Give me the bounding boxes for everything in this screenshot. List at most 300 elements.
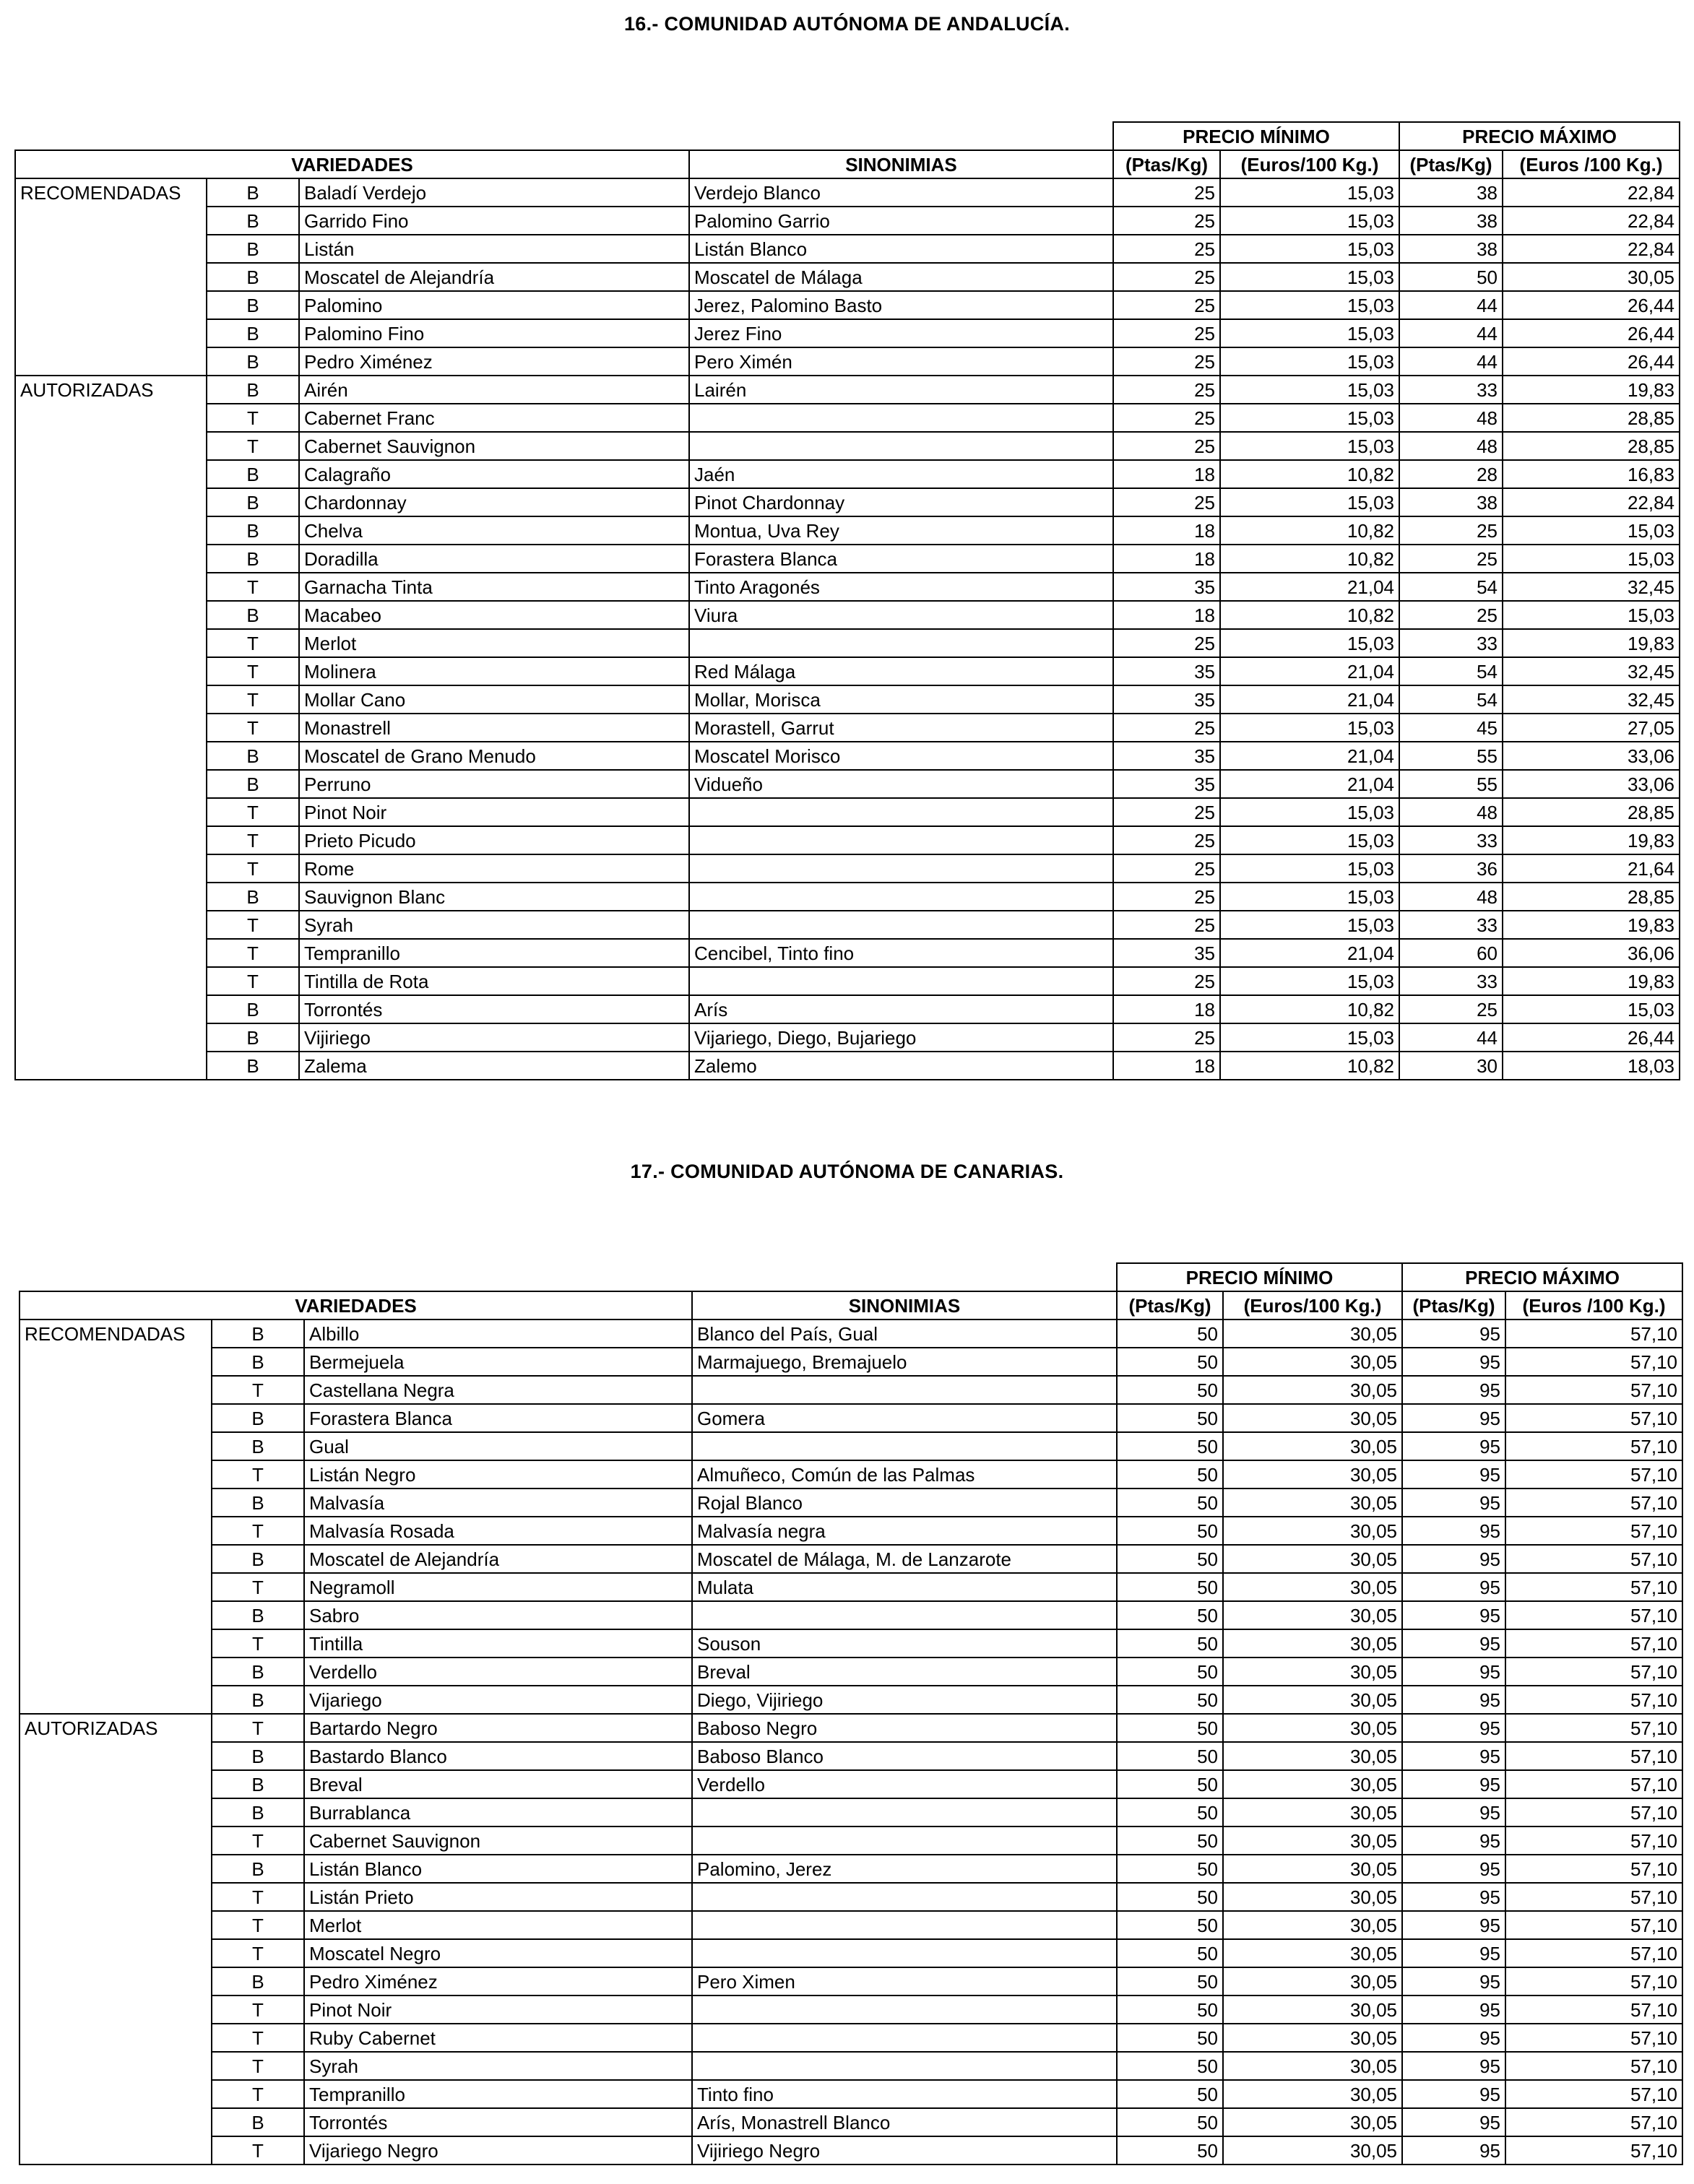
variety-cell: Vijiriego bbox=[299, 1023, 689, 1052]
category-cell bbox=[15, 854, 207, 883]
type-cell: T bbox=[207, 939, 299, 967]
section-title-andalucia: 16.- COMUNIDAD AUTÓNOMA DE ANDALUCÍA. bbox=[623, 13, 1071, 35]
min-euros-cell: 30,05 bbox=[1223, 1404, 1402, 1432]
min-ptas-cell: 50 bbox=[1117, 1770, 1223, 1798]
type-cell: B bbox=[207, 235, 299, 263]
variety-cell: Tintilla bbox=[304, 1629, 692, 1658]
variety-cell: Garnacha Tinta bbox=[299, 573, 689, 601]
min-ptas-cell: 18 bbox=[1113, 601, 1220, 629]
table-row bbox=[20, 1939, 1682, 1967]
min-euros-cell: 15,03 bbox=[1220, 1023, 1399, 1052]
min-euros-cell: 30,05 bbox=[1223, 1855, 1402, 1883]
synonyms-cell bbox=[692, 1939, 1117, 1967]
min-ptas-cell: 25 bbox=[1113, 347, 1220, 376]
synonyms-cell: Jaén bbox=[689, 460, 1113, 488]
category-cell bbox=[15, 714, 207, 742]
synonyms-cell: Pinot Chardonnay bbox=[689, 488, 1113, 516]
max-euros-cell: 57,10 bbox=[1505, 2108, 1682, 2136]
min-ptas-cell: 50 bbox=[1117, 1320, 1223, 1348]
max-ptas-cell: 33 bbox=[1399, 376, 1503, 404]
max-ptas-cell: 33 bbox=[1399, 967, 1503, 995]
max-ptas-cell: 25 bbox=[1399, 545, 1503, 573]
variety-cell: Cabernet Sauvignon bbox=[299, 432, 689, 460]
type-cell: T bbox=[212, 1826, 304, 1855]
table-row bbox=[15, 178, 1680, 207]
min-euros-cell: 30,05 bbox=[1223, 2024, 1402, 2052]
min-euros-cell: 15,03 bbox=[1220, 235, 1399, 263]
synonyms-cell: Pero Ximen bbox=[692, 1967, 1117, 1996]
min-ptas-cell: 25 bbox=[1113, 404, 1220, 432]
table-row bbox=[15, 685, 1680, 714]
type-cell: B bbox=[207, 1023, 299, 1052]
max-ptas-cell: 48 bbox=[1399, 883, 1503, 911]
category-cell bbox=[20, 2108, 212, 2136]
max-ptas-cell: 95 bbox=[1402, 2108, 1505, 2136]
type-cell: T bbox=[207, 629, 299, 657]
max-ptas-cell: 28 bbox=[1399, 460, 1503, 488]
min-ptas-cell: 25 bbox=[1113, 432, 1220, 460]
table-row bbox=[15, 911, 1680, 939]
table-row bbox=[20, 1798, 1682, 1826]
variety-cell: Syrah bbox=[299, 911, 689, 939]
header-precio-maximo: PRECIO MÁXIMO bbox=[1399, 122, 1680, 150]
max-euros-cell: 26,44 bbox=[1503, 347, 1680, 376]
type-cell: B bbox=[207, 742, 299, 770]
min-ptas-cell: 25 bbox=[1113, 1023, 1220, 1052]
category-cell bbox=[20, 1573, 212, 1601]
table-row bbox=[20, 1460, 1682, 1488]
max-euros-cell: 57,10 bbox=[1505, 1911, 1682, 1939]
max-ptas-cell: 38 bbox=[1399, 178, 1503, 207]
variety-cell: Mollar Cano bbox=[299, 685, 689, 714]
max-euros-cell: 57,10 bbox=[1505, 1742, 1682, 1770]
max-ptas-cell: 44 bbox=[1399, 347, 1503, 376]
type-cell: T bbox=[212, 1376, 304, 1404]
category-cell: RECOMENDADAS bbox=[15, 178, 207, 207]
min-euros-cell: 15,03 bbox=[1220, 404, 1399, 432]
category-cell bbox=[20, 1911, 212, 1939]
min-euros-cell: 21,04 bbox=[1220, 770, 1399, 798]
min-euros-cell: 10,82 bbox=[1220, 601, 1399, 629]
min-ptas-cell: 50 bbox=[1117, 1601, 1223, 1629]
variety-cell: Malvasía bbox=[304, 1488, 692, 1517]
min-ptas-cell: 35 bbox=[1113, 685, 1220, 714]
max-ptas-cell: 95 bbox=[1402, 1376, 1505, 1404]
synonyms-cell: Lairén bbox=[689, 376, 1113, 404]
type-cell: B bbox=[207, 263, 299, 291]
variety-cell: Macabeo bbox=[299, 601, 689, 629]
variety-cell: Moscatel Negro bbox=[304, 1939, 692, 1967]
type-cell: T bbox=[212, 1996, 304, 2024]
category-cell: AUTORIZADAS bbox=[15, 376, 207, 404]
min-ptas-cell: 18 bbox=[1113, 460, 1220, 488]
category-cell bbox=[15, 516, 207, 545]
header-ptas-max: (Ptas/Kg) bbox=[1402, 1291, 1505, 1320]
synonyms-cell: Cencibel, Tinto fino bbox=[689, 939, 1113, 967]
max-ptas-cell: 95 bbox=[1402, 1658, 1505, 1686]
min-euros-cell: 30,05 bbox=[1223, 1348, 1402, 1376]
min-euros-cell: 15,03 bbox=[1220, 883, 1399, 911]
max-ptas-cell: 38 bbox=[1399, 488, 1503, 516]
type-cell: B bbox=[212, 1404, 304, 1432]
min-ptas-cell: 25 bbox=[1113, 883, 1220, 911]
min-euros-cell: 30,05 bbox=[1223, 2080, 1402, 2108]
max-euros-cell: 22,84 bbox=[1503, 488, 1680, 516]
min-ptas-cell: 35 bbox=[1113, 939, 1220, 967]
synonyms-cell: Arís, Monastrell Blanco bbox=[692, 2108, 1117, 2136]
min-ptas-cell: 50 bbox=[1117, 2108, 1223, 2136]
type-cell: T bbox=[207, 404, 299, 432]
max-ptas-cell: 44 bbox=[1399, 291, 1503, 319]
type-cell: B bbox=[207, 347, 299, 376]
min-euros-cell: 30,05 bbox=[1223, 1376, 1402, 1404]
header-ptas-min: (Ptas/Kg) bbox=[1117, 1291, 1223, 1320]
table-row bbox=[15, 319, 1680, 347]
synonyms-cell bbox=[689, 883, 1113, 911]
min-euros-cell: 30,05 bbox=[1223, 1742, 1402, 1770]
table-row bbox=[20, 1601, 1682, 1629]
table-row bbox=[15, 601, 1680, 629]
table-row bbox=[15, 404, 1680, 432]
max-euros-cell: 30,05 bbox=[1503, 263, 1680, 291]
min-ptas-cell: 25 bbox=[1113, 629, 1220, 657]
min-euros-cell: 10,82 bbox=[1220, 460, 1399, 488]
category-cell bbox=[15, 742, 207, 770]
variety-cell: Listán Prieto bbox=[304, 1883, 692, 1911]
synonyms-cell bbox=[692, 1798, 1117, 1826]
max-ptas-cell: 50 bbox=[1399, 263, 1503, 291]
category-cell bbox=[20, 1376, 212, 1404]
max-ptas-cell: 54 bbox=[1399, 685, 1503, 714]
table-row bbox=[15, 207, 1680, 235]
min-euros-cell: 15,03 bbox=[1220, 291, 1399, 319]
category-cell bbox=[20, 1798, 212, 1826]
max-ptas-cell: 95 bbox=[1402, 1517, 1505, 1545]
table-row bbox=[20, 1376, 1682, 1404]
max-ptas-cell: 25 bbox=[1399, 995, 1503, 1023]
variety-cell: Calagraño bbox=[299, 460, 689, 488]
synonyms-cell: Verdejo Blanco bbox=[689, 178, 1113, 207]
type-cell: B bbox=[212, 1770, 304, 1798]
type-cell: B bbox=[207, 601, 299, 629]
table-row bbox=[20, 1573, 1682, 1601]
synonyms-cell bbox=[692, 1432, 1117, 1460]
category-cell bbox=[20, 2024, 212, 2052]
min-euros-cell: 30,05 bbox=[1223, 1967, 1402, 1996]
max-euros-cell: 57,10 bbox=[1505, 1376, 1682, 1404]
min-ptas-cell: 35 bbox=[1113, 657, 1220, 685]
max-ptas-cell: 54 bbox=[1399, 573, 1503, 601]
type-cell: T bbox=[212, 1714, 304, 1742]
min-euros-cell: 10,82 bbox=[1220, 516, 1399, 545]
synonyms-cell bbox=[689, 967, 1113, 995]
variety-cell: Torrontés bbox=[304, 2108, 692, 2136]
min-euros-cell: 15,03 bbox=[1220, 178, 1399, 207]
synonyms-cell bbox=[692, 1911, 1117, 1939]
table-row bbox=[15, 1023, 1680, 1052]
category-cell bbox=[15, 347, 207, 376]
synonyms-cell bbox=[689, 911, 1113, 939]
min-ptas-cell: 50 bbox=[1117, 1967, 1223, 1996]
min-ptas-cell: 25 bbox=[1113, 911, 1220, 939]
min-euros-cell: 30,05 bbox=[1223, 1798, 1402, 1826]
max-ptas-cell: 30 bbox=[1399, 1052, 1503, 1080]
variety-cell: Chardonnay bbox=[299, 488, 689, 516]
variety-cell: Tempranillo bbox=[304, 2080, 692, 2108]
synonyms-cell: Listán Blanco bbox=[689, 235, 1113, 263]
type-cell: T bbox=[207, 573, 299, 601]
variety-cell: Verdello bbox=[304, 1658, 692, 1686]
table-row bbox=[20, 2136, 1682, 2164]
type-cell: T bbox=[207, 714, 299, 742]
synonyms-cell: Tinto fino bbox=[692, 2080, 1117, 2108]
max-ptas-cell: 95 bbox=[1402, 1742, 1505, 1770]
max-ptas-cell: 25 bbox=[1399, 516, 1503, 545]
max-euros-cell: 15,03 bbox=[1503, 995, 1680, 1023]
type-cell: B bbox=[212, 1798, 304, 1826]
type-cell: B bbox=[212, 1432, 304, 1460]
category-cell bbox=[20, 1601, 212, 1629]
category-cell: RECOMENDADAS bbox=[20, 1320, 212, 1348]
table-row bbox=[15, 291, 1680, 319]
min-euros-cell: 30,05 bbox=[1223, 1517, 1402, 1545]
table-row bbox=[15, 939, 1680, 967]
max-ptas-cell: 95 bbox=[1402, 1601, 1505, 1629]
min-euros-cell: 15,03 bbox=[1220, 263, 1399, 291]
category-cell bbox=[15, 967, 207, 995]
category-cell bbox=[15, 1052, 207, 1080]
synonyms-cell: Moscatel de Málaga bbox=[689, 263, 1113, 291]
synonyms-cell: Diego, Vijiriego bbox=[692, 1686, 1117, 1714]
min-euros-cell: 15,03 bbox=[1220, 967, 1399, 995]
min-euros-cell: 30,05 bbox=[1223, 2108, 1402, 2136]
max-euros-cell: 57,10 bbox=[1505, 1855, 1682, 1883]
synonyms-cell: Morastell, Garrut bbox=[689, 714, 1113, 742]
synonyms-cell: Vijiriego Negro bbox=[692, 2136, 1117, 2164]
header-precio-minimo: PRECIO MÍNIMO bbox=[1113, 122, 1399, 150]
min-euros-cell: 30,05 bbox=[1223, 1573, 1402, 1601]
min-ptas-cell: 50 bbox=[1117, 1404, 1223, 1432]
max-euros-cell: 19,83 bbox=[1503, 826, 1680, 854]
min-euros-cell: 30,05 bbox=[1223, 1601, 1402, 1629]
min-ptas-cell: 50 bbox=[1117, 1742, 1223, 1770]
table-row bbox=[15, 967, 1680, 995]
max-euros-cell: 15,03 bbox=[1503, 601, 1680, 629]
max-ptas-cell: 95 bbox=[1402, 1911, 1505, 1939]
table-row bbox=[15, 714, 1680, 742]
min-euros-cell: 15,03 bbox=[1220, 629, 1399, 657]
synonyms-cell bbox=[689, 432, 1113, 460]
max-ptas-cell: 95 bbox=[1402, 1488, 1505, 1517]
min-euros-cell: 15,03 bbox=[1220, 826, 1399, 854]
type-cell: T bbox=[207, 798, 299, 826]
type-cell: T bbox=[207, 826, 299, 854]
table-row bbox=[20, 1911, 1682, 1939]
table-row bbox=[20, 2108, 1682, 2136]
max-euros-cell: 57,10 bbox=[1505, 1432, 1682, 1460]
variety-cell: Breval bbox=[304, 1770, 692, 1798]
max-ptas-cell: 48 bbox=[1399, 432, 1503, 460]
type-cell: B bbox=[207, 178, 299, 207]
type-cell: B bbox=[207, 291, 299, 319]
variety-cell: Zalema bbox=[299, 1052, 689, 1080]
max-euros-cell: 57,10 bbox=[1505, 1320, 1682, 1348]
synonyms-cell: Tinto Aragonés bbox=[689, 573, 1113, 601]
header-sinonimias: SINONIMIAS bbox=[692, 1291, 1117, 1320]
variety-cell: Perruno bbox=[299, 770, 689, 798]
variety-cell: Gual bbox=[304, 1432, 692, 1460]
variety-cell: Molinera bbox=[299, 657, 689, 685]
min-euros-cell: 30,05 bbox=[1223, 1686, 1402, 1714]
min-ptas-cell: 50 bbox=[1117, 1883, 1223, 1911]
table-row bbox=[15, 488, 1680, 516]
table-row bbox=[20, 1967, 1682, 1996]
max-euros-cell: 19,83 bbox=[1503, 376, 1680, 404]
min-euros-cell: 21,04 bbox=[1220, 657, 1399, 685]
variety-cell: Pinot Noir bbox=[304, 1996, 692, 2024]
variety-cell: Prieto Picudo bbox=[299, 826, 689, 854]
variety-cell: Cabernet Franc bbox=[299, 404, 689, 432]
max-ptas-cell: 95 bbox=[1402, 1404, 1505, 1432]
synonyms-cell: Almuñeco, Común de las Palmas bbox=[692, 1460, 1117, 1488]
category-cell bbox=[15, 235, 207, 263]
variety-cell: Bastardo Blanco bbox=[304, 1742, 692, 1770]
type-cell: T bbox=[212, 1939, 304, 1967]
min-euros-cell: 15,03 bbox=[1220, 432, 1399, 460]
table-row bbox=[20, 1658, 1682, 1686]
max-euros-cell: 28,85 bbox=[1503, 404, 1680, 432]
category-cell bbox=[15, 319, 207, 347]
max-ptas-cell: 60 bbox=[1399, 939, 1503, 967]
min-euros-cell: 15,03 bbox=[1220, 207, 1399, 235]
category-cell bbox=[20, 1883, 212, 1911]
max-euros-cell: 57,10 bbox=[1505, 1967, 1682, 1996]
min-euros-cell: 15,03 bbox=[1220, 798, 1399, 826]
min-euros-cell: 10,82 bbox=[1220, 545, 1399, 573]
table-row bbox=[15, 826, 1680, 854]
table-row bbox=[15, 883, 1680, 911]
max-ptas-cell: 95 bbox=[1402, 1855, 1505, 1883]
max-ptas-cell: 44 bbox=[1399, 1023, 1503, 1052]
max-euros-cell: 57,10 bbox=[1505, 1488, 1682, 1517]
table-row bbox=[15, 573, 1680, 601]
table-row bbox=[15, 854, 1680, 883]
min-euros-cell: 21,04 bbox=[1220, 685, 1399, 714]
synonyms-cell bbox=[692, 1883, 1117, 1911]
min-euros-cell: 15,03 bbox=[1220, 714, 1399, 742]
category-cell bbox=[15, 657, 207, 685]
max-ptas-cell: 95 bbox=[1402, 1545, 1505, 1573]
table-row bbox=[20, 1488, 1682, 1517]
table-row bbox=[15, 798, 1680, 826]
type-cell: B bbox=[212, 1320, 304, 1348]
max-ptas-cell: 95 bbox=[1402, 1939, 1505, 1967]
type-cell: B bbox=[212, 1855, 304, 1883]
table-row bbox=[20, 1770, 1682, 1798]
table-row bbox=[15, 1052, 1680, 1080]
category-cell bbox=[20, 1686, 212, 1714]
variety-cell: Vijariego bbox=[304, 1686, 692, 1714]
max-euros-cell: 57,10 bbox=[1505, 2052, 1682, 2080]
synonyms-cell: Palomino Garrio bbox=[689, 207, 1113, 235]
table-row bbox=[20, 2024, 1682, 2052]
header-ptas-max: (Ptas/Kg) bbox=[1399, 150, 1503, 178]
min-ptas-cell: 35 bbox=[1113, 770, 1220, 798]
min-ptas-cell: 35 bbox=[1113, 573, 1220, 601]
category-cell bbox=[15, 629, 207, 657]
category-cell bbox=[15, 883, 207, 911]
variety-cell: Bermejuela bbox=[304, 1348, 692, 1376]
max-euros-cell: 36,06 bbox=[1503, 939, 1680, 967]
synonyms-cell: Mulata bbox=[692, 1573, 1117, 1601]
max-euros-cell: 57,10 bbox=[1505, 1517, 1682, 1545]
max-euros-cell: 57,10 bbox=[1505, 1348, 1682, 1376]
max-euros-cell: 57,10 bbox=[1505, 1686, 1682, 1714]
variety-cell: Tintilla de Rota bbox=[299, 967, 689, 995]
min-euros-cell: 10,82 bbox=[1220, 995, 1399, 1023]
variety-cell: Cabernet Sauvignon bbox=[304, 1826, 692, 1855]
category-cell bbox=[15, 798, 207, 826]
category-cell bbox=[20, 1404, 212, 1432]
synonyms-cell: Rojal Blanco bbox=[692, 1488, 1117, 1517]
min-ptas-cell: 25 bbox=[1113, 826, 1220, 854]
category-cell bbox=[20, 1855, 212, 1883]
type-cell: B bbox=[207, 488, 299, 516]
min-euros-cell: 30,05 bbox=[1223, 1826, 1402, 1855]
type-cell: T bbox=[212, 2080, 304, 2108]
type-cell: B bbox=[207, 995, 299, 1023]
max-euros-cell: 28,85 bbox=[1503, 432, 1680, 460]
max-euros-cell: 32,45 bbox=[1503, 685, 1680, 714]
header-euros-min: (Euros/100 Kg.) bbox=[1220, 150, 1399, 178]
table-body bbox=[15, 178, 1680, 1080]
table-row bbox=[20, 1404, 1682, 1432]
synonyms-cell: Blanco del País, Gual bbox=[692, 1320, 1117, 1348]
max-euros-cell: 19,83 bbox=[1503, 629, 1680, 657]
header-ptas-min: (Ptas/Kg) bbox=[1113, 150, 1220, 178]
variety-cell: Doradilla bbox=[299, 545, 689, 573]
min-ptas-cell: 50 bbox=[1117, 1432, 1223, 1460]
min-ptas-cell: 25 bbox=[1113, 263, 1220, 291]
max-ptas-cell: 95 bbox=[1402, 1798, 1505, 1826]
variety-cell: Airén bbox=[299, 376, 689, 404]
min-euros-cell: 30,05 bbox=[1223, 1460, 1402, 1488]
min-ptas-cell: 50 bbox=[1117, 1545, 1223, 1573]
variety-cell: Torrontés bbox=[299, 995, 689, 1023]
variety-cell: Moscatel de Grano Menudo bbox=[299, 742, 689, 770]
max-ptas-cell: 95 bbox=[1402, 1826, 1505, 1855]
min-ptas-cell: 25 bbox=[1113, 798, 1220, 826]
min-ptas-cell: 50 bbox=[1117, 1348, 1223, 1376]
min-euros-cell: 30,05 bbox=[1223, 1770, 1402, 1798]
max-euros-cell: 57,10 bbox=[1505, 1770, 1682, 1798]
min-ptas-cell: 50 bbox=[1117, 1629, 1223, 1658]
min-ptas-cell: 35 bbox=[1113, 742, 1220, 770]
variety-cell: Rome bbox=[299, 854, 689, 883]
type-cell: T bbox=[212, 2052, 304, 2080]
min-euros-cell: 15,03 bbox=[1220, 854, 1399, 883]
synonyms-cell: Gomera bbox=[692, 1404, 1117, 1432]
max-euros-cell: 21,64 bbox=[1503, 854, 1680, 883]
header-variedades: VARIEDADES bbox=[20, 1291, 692, 1320]
min-ptas-cell: 18 bbox=[1113, 995, 1220, 1023]
min-euros-cell: 21,04 bbox=[1220, 939, 1399, 967]
type-cell: B bbox=[207, 460, 299, 488]
category-cell bbox=[15, 939, 207, 967]
min-ptas-cell: 50 bbox=[1117, 1488, 1223, 1517]
min-ptas-cell: 25 bbox=[1113, 319, 1220, 347]
prices-table-canarias bbox=[19, 1262, 1683, 2165]
